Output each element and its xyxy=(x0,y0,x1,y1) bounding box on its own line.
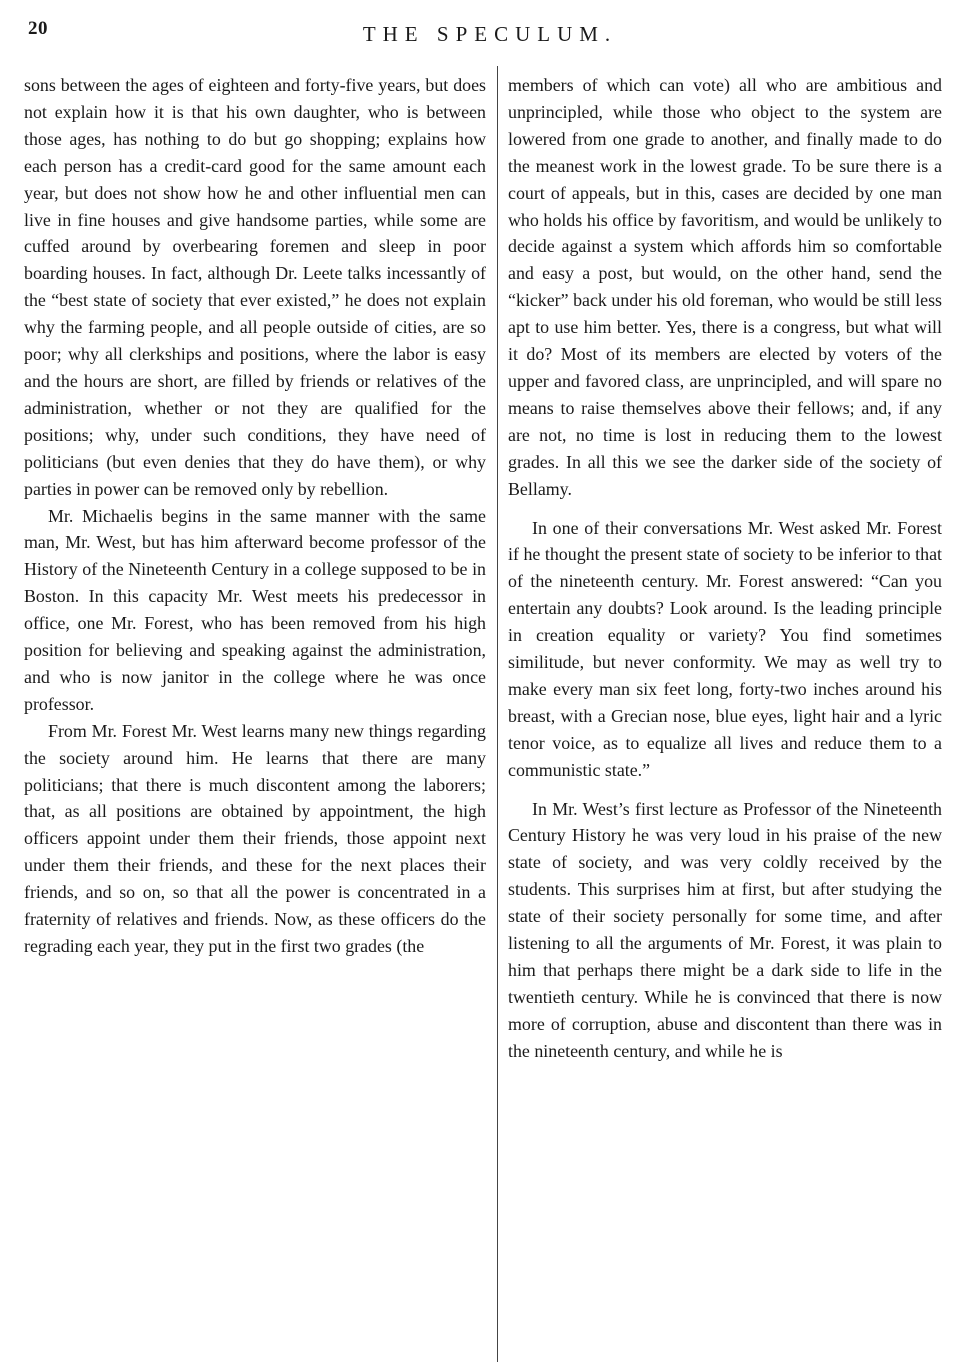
running-title: THE SPECULUM. xyxy=(362,22,618,46)
paragraph: members of which can vote) all who are ambitious and unprincipled, while those who object to the system are lowered from one grade to another, and finally made to do the meanest work in the lowest grade. To be sure there is a court of appeals, but in this, cases are decided by one man who holds his office by favoritism, and would be unlikely to decide against a system which affords him so comfortable and easy a post, but would, on the other hand, send the “kicker” back under his old foreman, who would be still less apt to use him better. Yes, there is a congress, but what will it do? Most of its members are elected by voters of the upper and favored class, are unprincipled, and will spare no means to raise themselves above their fellows; and, if any are not, no time is lost in reducing them to the lowest grades. In all this we see the darker side of the society of Bellamy. xyxy=(508,75,942,499)
paragraph: In Mr. West’s first lecture as Professor of the Nineteenth Century History he was very loud in his praise of the new state of society, and was very coldly received by the students. This surprises him at first, but after studying the state of their society personally for some time, and after listening to all the arguments of Mr. Forest, it was plain to him that perhaps there might be a dark side to life in the twentieth century. While he is convinced that there is now more of corruption, abuse and discontent than there was in the nineteenth century, and while he is xyxy=(508,798,942,1061)
page-header xyxy=(0,18,960,58)
paragraph: From Mr. Forest Mr. West learns many new things regarding the society around him. He learns that there are many politicians; that there is much discontent among the laborers; that, as all positions are obtained by appointment, the high officers appoint under them their friends, those appoint next under them their friends, and these for the next places their friends, and so on, so that all the power is concentrated in a fraternity of relatives and friends. Now, as these officers do the regrading each year, they put in the first two grades (the xyxy=(24,720,486,956)
column-divider xyxy=(497,66,498,1362)
right-column xyxy=(508,72,942,1362)
paragraph: sons between the ages of eighteen and forty-five years, but does not explain how it is that his own daughter, who is between those ages, has nothing to do but go shopping; explains how each person has a credit-card good for the same amount each year, but does not show how he and other influential men can live in fine houses and give handsome parties, while some are cuffed around by overbearing foremen and sleep in poor boarding houses. In fact, although Dr. Leete talks incessantly of the “best state of society that ever existed,” he does not explain why the farming people, and all people outside of cities, are so poor; why all clerkships and positions, where the labor is easy and the hours are short, are filled by friends or relatives of the administration, whether or not they are qualified for the positions; why, under such conditions, they have need of politicians (but even denies that they do have them), or why parties in power can be removed only by rebellion. xyxy=(24,75,486,499)
page-number: 20 xyxy=(28,18,48,39)
left-column xyxy=(24,72,486,1362)
paragraph: In one of their conversations Mr. West asked Mr. Forest if he thought the present state of society to be inferior to that of the nineteenth century. Mr. Forest answered: “Can you entertain any doubts? Look around. Is the leading principle in creation equality or variety? You find sometimes similitude, but never conformity. We may as well try to make every man six feet long, forty-two inches around his breast, with a Grecian nose, blue eyes, light hair and a lyric tenor voice, as to equalize all lives and reduce them to a communistic state.” xyxy=(508,517,942,780)
paragraph: Mr. Michaelis begins in the same manner with the same man, Mr. West, but has him afterward become professor of the History of the Nineteenth Century in a college supposed to be in Boston. In this capacity Mr. West meets his predecessor in office, one Mr. Forest, who has been removed from his high position for believing and speaking against the administration, and who is now janitor in the college where he was once professor. xyxy=(24,505,486,714)
